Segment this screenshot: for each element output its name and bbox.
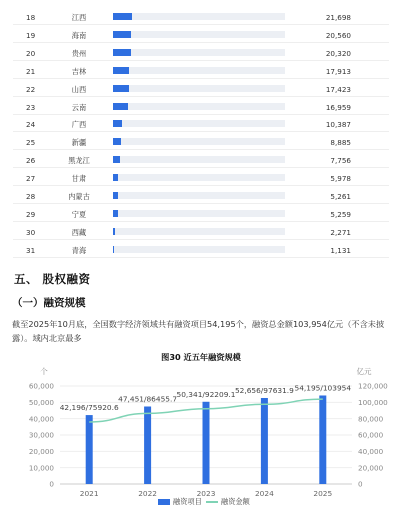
bar-fill: [113, 228, 115, 235]
project-count: 21,698: [325, 13, 351, 22]
bar-track: [113, 103, 285, 110]
project-count: 7,756: [330, 156, 351, 166]
left-tick-label: 30,000: [28, 430, 54, 440]
right-tick-label: 20,000: [358, 463, 384, 473]
row-divider: [13, 167, 389, 168]
province-name: 甘肃: [71, 174, 87, 184]
row-divider: [13, 221, 389, 222]
project-count: 5,978: [330, 174, 351, 184]
row-divider: [13, 114, 389, 115]
financing-scale-chart: [0, 362, 402, 508]
bar: [86, 415, 93, 484]
right-tick-label: 100,000: [358, 397, 388, 407]
left-tick-label: 10,000: [28, 463, 54, 473]
left-tick-label: 20,000: [28, 446, 54, 456]
project-count: 10,387: [325, 120, 351, 130]
province-name: 江西: [71, 13, 87, 22]
project-count: 20,320: [325, 48, 351, 58]
data-label: 52,656/97631.9: [234, 385, 294, 395]
province-name: 青海: [71, 245, 87, 255]
x-tick-label: 2022: [138, 489, 158, 498]
left-tick-label: 50,000: [28, 397, 54, 407]
chart-title: 图30 近五年融资规模: [161, 352, 241, 362]
row-divider: [13, 203, 389, 204]
row-divider: [13, 239, 389, 240]
row-divider: [13, 185, 389, 186]
province-name: 宁夏: [71, 209, 87, 219]
left-axis-unit: 个: [40, 367, 48, 376]
x-tick-label: 2024: [254, 489, 274, 498]
x-tick-label: 2021: [79, 489, 99, 498]
bar-fill: [113, 103, 128, 110]
rank-number: 19: [26, 30, 36, 40]
rank-number: 30: [26, 227, 36, 237]
rank-number: 24: [26, 120, 36, 130]
province-name: 西藏: [71, 227, 87, 237]
right-tick-label: 60,000: [358, 430, 384, 440]
data-label: 54,195/103954: [294, 383, 352, 393]
data-label: 50,341/92209.1: [176, 389, 236, 399]
left-tick-label: 60,000: [28, 381, 54, 391]
rank-number: 26: [26, 156, 36, 166]
bar-fill: [113, 246, 114, 253]
row-divider: [13, 60, 389, 61]
row-divider: [13, 131, 389, 132]
bar-fill: [113, 174, 118, 181]
province-name: 新疆: [71, 138, 87, 148]
legend-label-line: 融资金额: [221, 497, 250, 506]
bar-track: [113, 138, 285, 145]
province-name: 贵州: [71, 48, 87, 58]
row-divider: [13, 24, 389, 25]
rank-number: 23: [26, 102, 36, 112]
province-name: 黑龙江: [68, 156, 90, 166]
province-name: 海南: [71, 30, 87, 40]
right-tick-label: 120,000: [358, 381, 388, 391]
project-count: 20,560: [325, 30, 351, 40]
project-count: 17,423: [325, 84, 351, 94]
bar: [261, 398, 268, 484]
bar-track: [113, 210, 285, 217]
bar-track: [113, 120, 285, 127]
left-tick-label: 0: [49, 479, 54, 489]
row-divider: [13, 78, 389, 79]
bar-track: [113, 192, 285, 199]
rank-number: 28: [26, 192, 36, 201]
bar: [319, 395, 326, 484]
legend-swatch-bar: [158, 499, 170, 505]
rank-number: 27: [26, 174, 36, 184]
province-name: 云南: [71, 102, 87, 112]
right-axis-unit: 亿元: [356, 367, 372, 376]
province-name: 内蒙古: [68, 192, 90, 201]
bar-track: [113, 228, 285, 235]
bar-fill: [113, 156, 120, 163]
row-divider: [13, 257, 389, 258]
project-count: 1,131: [330, 245, 351, 255]
bar-fill: [113, 49, 131, 56]
left-tick-label: 40,000: [28, 414, 54, 424]
summary-paragraph: 截至2025年10月底，全国数字经济领域共有融资项目54,195个，融资总金额103,954亿元（不含未披露）。域内北京最多: [12, 319, 385, 343]
province-name: 山西: [71, 84, 87, 94]
bar-fill: [113, 192, 118, 199]
bar-track: [113, 67, 285, 74]
data-label: 42,196/75920.6: [59, 403, 119, 413]
bar-track: [113, 246, 285, 253]
project-count: 5,261: [330, 192, 351, 201]
right-tick-label: 40,000: [358, 446, 384, 456]
row-divider: [13, 96, 389, 97]
project-count: 2,271: [330, 227, 351, 237]
legend-label-bar: 融资项目: [173, 497, 202, 506]
province-name: 广西: [71, 120, 87, 130]
right-tick-label: 80,000: [358, 414, 384, 424]
rank-number: 22: [26, 84, 36, 94]
bar-fill: [113, 138, 121, 145]
project-count: 16,959: [325, 102, 351, 112]
bar-fill: [113, 210, 118, 217]
data-label: 47,451/86455.7: [118, 394, 178, 404]
project-count: 17,913: [325, 66, 351, 76]
bar-track: [113, 13, 285, 20]
rank-number: 25: [26, 138, 36, 148]
bar-track: [113, 174, 285, 181]
row-divider: [13, 149, 389, 150]
bar-fill: [113, 120, 122, 127]
bar-fill: [113, 13, 132, 20]
rank-number: 21: [26, 66, 36, 76]
bar-track: [113, 31, 285, 38]
row-divider: [13, 42, 389, 43]
bar-fill: [113, 85, 129, 92]
section-heading: 五、 股权融资: [14, 272, 91, 286]
bar-track: [113, 49, 285, 56]
x-tick-label: 2025: [313, 489, 333, 498]
subsection-heading: （一）融资规模: [12, 297, 86, 309]
rank-number: 29: [26, 209, 36, 219]
province-name: 吉林: [71, 66, 87, 76]
rank-number: 20: [26, 48, 36, 58]
bar-fill: [113, 31, 131, 38]
rank-number: 31: [26, 245, 36, 255]
right-tick-label: 0: [358, 479, 363, 489]
bar: [144, 406, 151, 484]
bar-track: [113, 156, 285, 163]
bar: [203, 402, 210, 484]
project-count: 8,885: [330, 138, 351, 148]
bar-track: [113, 85, 285, 92]
project-count: 5,259: [330, 209, 351, 219]
bar-fill: [113, 67, 129, 74]
rank-number: 18: [26, 13, 36, 22]
x-tick-label: 2023: [196, 489, 216, 498]
